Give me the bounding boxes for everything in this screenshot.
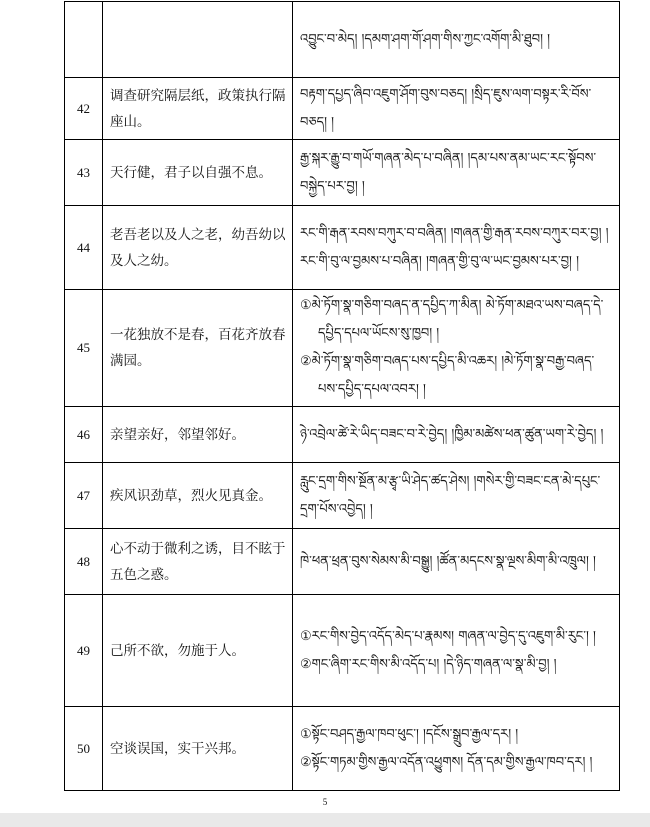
chinese-proverb: 空谈误国，实干兴邦。: [103, 707, 293, 791]
row-number: 43: [65, 140, 103, 206]
chinese-proverb: 亲望亲好，邻望邻好。: [103, 407, 293, 463]
table-row: [65, 407, 620, 463]
table-row: [65, 290, 620, 407]
translation-line: རྒྱ་སྐར་རྒྱུ་བ་གཡོ་གཞན་མེད་པ་བཞིན། །དམ་པས་ནམ་ཡང་རང་སྟོབས་བསྐྱེད་པར་བྱ། །: [300, 150, 597, 194]
table-row: [65, 2, 620, 78]
row-number: 45: [65, 290, 103, 407]
table-row: [65, 529, 620, 595]
tibetan-translation: [293, 407, 620, 463]
translation-line: ཁེ་ཕན་ཕྲན་བུས་སེམས་མི་བསྒྱུ། །ཚོན་མདངས་སྣ་ལྔས་མིག་མི་འཁྲུལ། །: [300, 553, 596, 569]
table-row: [65, 463, 620, 529]
tibetan-translation: [293, 463, 620, 529]
tibetan-translation: [293, 529, 620, 595]
tibetan-translation: [293, 595, 620, 707]
tibetan-translation: [293, 2, 620, 78]
tibetan-translation: [293, 707, 620, 791]
chinese-proverb: 疾风识劲草，烈火见真金。: [103, 463, 293, 529]
row-number: 44: [65, 206, 103, 290]
chinese-proverb: 天行健，君子以自强不息。: [103, 140, 293, 206]
table-row: [65, 206, 620, 290]
translation-line: ①སྟོང་བཤད་རྒྱལ་ཁབ་ཕུང་། །དངོས་སྒྲུབ་རྒྱལ་དར། །: [300, 726, 519, 742]
translation-line: ①རང་གིས་བྱེད་འདོད་མེད་པ་རྣམས། གཞན་ལ་བྱེད་དུ་འཇུག་མི་རུང་། །: [300, 628, 596, 644]
chinese-proverb: 老吾老以及人之老，幼吾幼以及人之幼。: [103, 206, 293, 290]
page-bottom-gap: [0, 813, 650, 827]
chinese-proverb: 己所不欲，勿施于人。: [103, 595, 293, 707]
translation-line: བརྟག་དཔྱད་ཞིབ་འཇུག་ཤོག་བུས་བཅད། །སྲིད་ཇུས་ལག་བསྟར་རི་བོས་བཅད། །: [300, 86, 592, 130]
tibetan-translation: [293, 290, 620, 407]
translation-line: འབྱུང་བ་མེད། །དམག་ཤག་གོ་ཤག་གིས་ཀྱང་འགོག་མི་ཐུབ། །: [300, 31, 550, 47]
chinese-proverb: 一花独放不是春，百花齐放春满园。: [103, 290, 293, 407]
translation-line: ②སྟོང་གཏམ་གྱིས་རྒྱལ་འདོན་འཕྱུགས། དོན་དམ་གྱིས་རྒྱལ་ཁབ་དར། །: [300, 754, 593, 770]
translation-line: ②མེ་ཏོག་སྣ་གཅིག་བཞད་པས་དཔྱིད་མི་འཆར། །མེ་ཏོག་སྣ་བརྒྱ་བཞད་པས་དཔྱིད་དཔལ་འབར། །: [300, 354, 595, 397]
chinese-proverb: 调查研究隔层纸，政策执行隔座山。: [103, 78, 293, 140]
tibetan-translation: [293, 140, 620, 206]
proverb-table: [64, 1, 620, 791]
translation-line: རླུང་དྲག་གིས་སྔོན་མ་རྩྭ་ཡི་ཤེད་ཚད་ཤེས། །གསེར་གྱི་བཟང་ངན་མེ་དཔུང་དྲག་པོས་འབྱེད། །: [300, 473, 601, 517]
row-number: 42: [65, 78, 103, 140]
table-row: [65, 707, 620, 791]
tibetan-translation: [293, 78, 620, 140]
row-number: [65, 2, 103, 78]
table-row: [65, 595, 620, 707]
row-number: 47: [65, 463, 103, 529]
chinese-proverb: [103, 2, 293, 78]
translation-line: རང་གི་རྒན་རབས་བཀུར་བ་བཞིན། །གཞན་གྱི་རྒན་རབས་བཀུར་བར་བྱ། །རང་གི་བུ་ལ་བྱམས་པ་བཞིན། །གཞན་གྱི་བུ་ལ་ཡང་བྱམས་པར་བྱ། །: [300, 225, 609, 269]
page-number: 5: [322, 797, 328, 807]
row-number: 49: [65, 595, 103, 707]
translation-line: ②གང་ཞིག་རང་གིས་མི་འདོད་པ། །དེ་ཉིད་གཞན་ལ་སྣ་མི་བྱ། །: [300, 656, 557, 672]
table-row: [65, 78, 620, 140]
row-number: 48: [65, 529, 103, 595]
table-row: [65, 140, 620, 206]
row-number: 50: [65, 707, 103, 791]
chinese-proverb: 心不动于微利之诱，目不眩于五色之惑。: [103, 529, 293, 595]
tibetan-translation: [293, 206, 620, 290]
translation-line: ཉེ་འབྲེལ་ཚེ་རེ་ཡིད་བཟང་བ་རེ་བྱེད། །ཁྱིམ་མཚེས་ཕན་ཚུན་ཡག་རེ་བྱེད། །: [300, 426, 604, 442]
row-number: 46: [65, 407, 103, 463]
translation-line: ①མེ་ཏོག་སྣ་གཅིག་བཞད་ན་དཔྱིད་ཀ་མིན། མེ་ཏོག་མཐའ་ཡས་བཞད་དེ་དཔྱིད་དཔལ་ཡོངས་སུ་ཁྱབ། །: [300, 298, 604, 341]
